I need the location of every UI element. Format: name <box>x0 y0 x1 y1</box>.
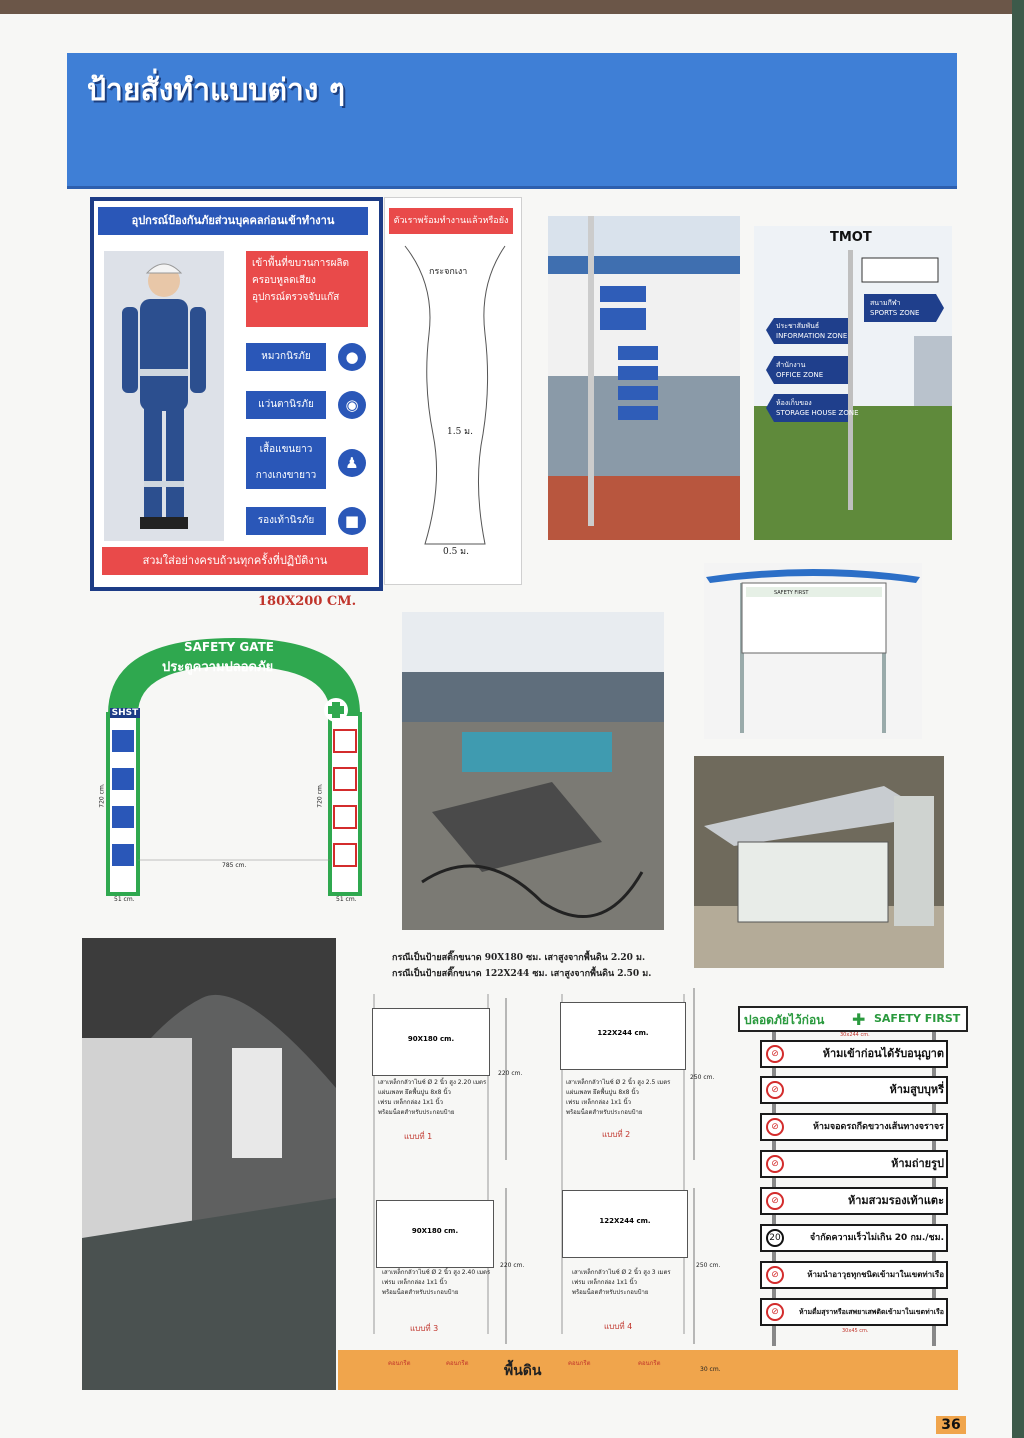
sign-size: 30x244 cm. <box>840 1032 870 1038</box>
stand-note: กรณีเป็นป้ายสติ๊กขนาด 122X244 ซม. เสาสูงจากพื้นดิน 2.50 ม. <box>392 969 652 979</box>
pole-sign-photo <box>548 216 740 540</box>
sign-row-text: ห้ามถ่ายรูป <box>891 1157 944 1170</box>
board-title: SAFETY FIRST <box>774 590 809 596</box>
ppe-poster-title: อุปกรณ์ป้องกันภัยส่วนบุคคลก่อนเข้าทำงาน <box>98 207 368 235</box>
stand-panel <box>560 1002 686 1070</box>
helmet-icon: ● <box>338 343 366 371</box>
tmot-arrow-en: SPORTS ZONE <box>870 309 920 317</box>
sign-row <box>760 1150 948 1178</box>
stand-size: 90X180 cm. <box>407 1035 455 1043</box>
tmot-brand: TMOT <box>830 230 872 245</box>
right-edge <box>1012 0 1024 1438</box>
no-alcohol-icon: ⊘ <box>766 1303 784 1321</box>
ground-tag: คอนกรีต <box>388 1360 411 1367</box>
tmot-arrow-th: ห้องเก็บของ <box>776 399 812 407</box>
page-number: 36 <box>936 1416 966 1434</box>
tmot-sign-photo <box>754 226 952 540</box>
gate-dim: 720 cm. <box>316 783 324 808</box>
stand-type-label: แบบที่ 3 <box>410 1324 439 1333</box>
ppe-warning-line: เข้าพื้นที่ขบวนการผลิต <box>252 258 350 269</box>
gate-title-th: ประตูความปลอดภัย <box>162 660 274 675</box>
stand-height: 250 cm. <box>696 1262 721 1269</box>
stand-spec <box>382 1268 490 1298</box>
spec-line: เฟรม เหล็กกล่อง 1x1 นิ้ว <box>566 1099 632 1106</box>
sign-row-text: ห้ามนำอาวุธทุกชนิดเข้ามาในเขตท่าเรือ <box>807 1270 944 1279</box>
stand-panel <box>372 1008 490 1076</box>
spec-line: เฟรม เหล็กกล่อง 1x1 นิ้ว <box>382 1279 448 1286</box>
ppe-poster-footer: สวมใส่อย่างครบถ้วนทุกครั้งที่ปฏิบัติงาน <box>102 547 368 575</box>
tmot-arrow <box>870 298 919 318</box>
tmot-arrow <box>776 360 823 380</box>
top-edge <box>0 0 1024 14</box>
gate-dim: 785 cm. <box>222 862 247 869</box>
stand-size: 122X244 cm. <box>597 1029 649 1037</box>
tmot-arrow-th: สำนักงาน <box>776 361 806 369</box>
spec-line: เฟรม เหล็กกล่อง 1x1 นิ้ว <box>572 1279 638 1286</box>
plus-icon: ✚ <box>852 1010 866 1029</box>
spec-line: พร้อมน็อตสำหรับประกอบป้าย <box>566 1109 643 1116</box>
board-photo <box>704 563 922 739</box>
spec-line: เสาเหล็กกลัวาไนซ์ Ø 2 นิ้ว สูง 2.5 เมตร <box>566 1079 671 1086</box>
ppe-item-line: เสื้อแขนยาว <box>259 444 313 455</box>
ground-label: พื้นดิน <box>504 1363 542 1379</box>
sign-row-text: ห้ามสูบบุหรี่ <box>889 1083 944 1096</box>
stand-diagrams <box>340 984 760 1352</box>
stand-type-label: แบบที่ 4 <box>604 1322 633 1331</box>
sign-row-text: ห้ามเข้าก่อนได้รับอนุญาต <box>822 1047 944 1060</box>
tmot-arrow-th: ประชาสัมพันธ์ <box>776 322 820 330</box>
sign-row <box>760 1261 948 1289</box>
ppe-item <box>246 343 368 375</box>
tunnel-photo <box>82 938 336 1390</box>
no-entry-icon: ⊘ <box>766 1045 784 1063</box>
ppe-poster <box>90 197 383 591</box>
no-sandals-icon: ⊘ <box>766 1192 784 1210</box>
mirror-outline <box>395 244 511 574</box>
ppe-item <box>246 507 368 539</box>
stand-type-label: แบบที่ 2 <box>602 1130 631 1139</box>
ppe-size-caption: 180X200 CM. <box>258 594 357 609</box>
stand-height: 220 cm. <box>498 1070 523 1077</box>
stand-spec <box>572 1268 671 1298</box>
spec-line: เสาเหล็กกลัวาไนซ์ Ø 2 นิ้ว สูง 3 เมตร <box>572 1269 671 1276</box>
stand-type-label: แบบที่ 1 <box>404 1132 433 1141</box>
height-label: 1.5 ม. <box>447 427 473 437</box>
no-parking-icon: ⊘ <box>766 1118 784 1136</box>
tmot-arrow-en: OFFICE ZONE <box>776 371 824 379</box>
header-en: SAFETY FIRST <box>874 1012 961 1025</box>
coverall-icon: ♟ <box>338 449 366 477</box>
mirror-poster-header: ตัวเราพร้อมทำงานแล้วหรือยัง <box>389 208 513 234</box>
gate-tag: SHST <box>111 708 139 718</box>
no-smoking-icon: ⊘ <box>766 1081 784 1099</box>
spec-line: พร้อมน็อตสำหรับประกอบป้าย <box>382 1289 459 1296</box>
ground-tag: คอนกรีต <box>568 1360 591 1367</box>
no-camera-icon: ⊘ <box>766 1155 784 1173</box>
stand-spec <box>566 1078 670 1118</box>
mirror-label: กระจกเงา <box>429 267 468 277</box>
gate-dim: 720 cm. <box>98 783 106 808</box>
info-hut-photo <box>694 756 944 968</box>
spec-line: พร้อมน็อตสำหรับประกอบป้าย <box>572 1289 649 1296</box>
spec-line: พร้อมน็อตสำหรับประกอบป้าย <box>378 1109 455 1116</box>
ground-strip <box>338 1350 958 1390</box>
ground-tag: คอนกรีต <box>446 1360 469 1367</box>
worker-figure <box>104 251 224 541</box>
sign-row <box>760 1224 948 1252</box>
tmot-arrow-en: STORAGE HOUSE ZONE <box>776 409 859 417</box>
spec-line: เฟรม เหล็กกล่อง 1x1 นิ้ว <box>378 1099 444 1106</box>
ppe-item <box>246 391 368 423</box>
sign-row <box>760 1187 948 1215</box>
sign-row <box>760 1076 948 1104</box>
mirror-poster <box>384 197 522 585</box>
sign-row-text: จำกัดความเร็วไม่เกิน 20 กม./ชม. <box>809 1233 944 1243</box>
fabrication-photo <box>402 612 664 930</box>
stand-height: 250 cm. <box>690 1074 715 1081</box>
no-weapons-icon: ⊘ <box>766 1266 784 1284</box>
ground-depth: 30 cm. <box>700 1366 721 1373</box>
sign-row-text: ห้ามดื่มสุราหรือเสพยาเสพติดเข้ามาในเขตท่าเรือ <box>798 1308 944 1316</box>
boot-icon: ■ <box>338 507 366 535</box>
ppe-item-label: แว่นตานิรภัย <box>246 391 326 419</box>
goggles-icon: ◉ <box>338 391 366 419</box>
spec-line: แผ่นเพลท ยึดพื้นปูน 8x8 นิ้ว <box>378 1089 451 1096</box>
stand-note: กรณีเป็นป้ายสติ๊กขนาด 90X180 ซม. เสาสูงจากพื้นดิน 2.20 ม. <box>392 953 646 963</box>
safety-first-header <box>738 1006 968 1032</box>
sign-row-text: ห้ามสวมรองเท้าแตะ <box>847 1194 944 1207</box>
stand-size: 122X244 cm. <box>599 1217 651 1225</box>
stand-spec <box>378 1078 486 1118</box>
header-th: ปลอดภัยไว้ก่อน <box>744 1013 825 1027</box>
ppe-item-label: รองเท้านิรภัย <box>246 507 326 535</box>
tmot-arrow <box>776 321 847 341</box>
ppe-item-label <box>246 437 326 489</box>
stand-panel <box>562 1190 688 1258</box>
page-title: ป้ายสั่งทำแบบต่าง ๆ <box>87 73 346 108</box>
spec-line: แผ่นเพลท ยึดพื้นปูน 8x8 นิ้ว <box>566 1089 639 1096</box>
stand-height: 220 cm. <box>500 1262 525 1269</box>
safety-gate-illustration <box>96 632 372 902</box>
sign-row-text: ห้ามจอดรถกีดขวางเส้นทางจราจร <box>812 1122 944 1132</box>
tmot-arrow-th: สนามกีฬา <box>870 299 901 307</box>
stand-panel <box>376 1200 494 1268</box>
sign-row <box>760 1040 948 1068</box>
ppe-item-line: กางเกงขายาว <box>255 470 317 481</box>
sign-row <box>760 1113 948 1141</box>
width-label: 0.5 ม. <box>443 547 469 557</box>
spec-line: เสาเหล็กกลัวาไนซ์ Ø 2 นิ้ว สูง 2.20 เมตร <box>378 1079 487 1086</box>
ppe-item <box>246 437 368 491</box>
gate-dim: 51 cm. <box>114 896 135 903</box>
stand-size: 90X180 cm. <box>411 1227 459 1235</box>
gate-dim: 51 cm. <box>336 896 357 903</box>
ppe-warning-box <box>246 251 368 327</box>
ppe-warning-line: ครอบหูลดเสียง <box>252 275 316 286</box>
spec-line: เสาเหล็กกลัวาไนซ์ Ø 2 นิ้ว สูง 2.40 เมตร <box>382 1269 491 1276</box>
title-banner <box>67 53 957 189</box>
ground-tag: คอนกรีต <box>638 1360 661 1367</box>
ppe-warning-line: อุปกรณ์ตรวจจับแก๊ส <box>252 292 340 303</box>
sign-footer-size: 30x45 cm. <box>842 1328 869 1334</box>
gate-title-en: SAFETY GATE <box>184 640 274 654</box>
speed-limit-icon: 20 <box>766 1229 784 1247</box>
tmot-arrow <box>776 398 859 418</box>
sign-row <box>760 1298 948 1326</box>
tmot-arrow-en: INFORMATION ZONE <box>776 332 848 340</box>
ppe-item-label: หมวกนิรภัย <box>246 343 326 371</box>
